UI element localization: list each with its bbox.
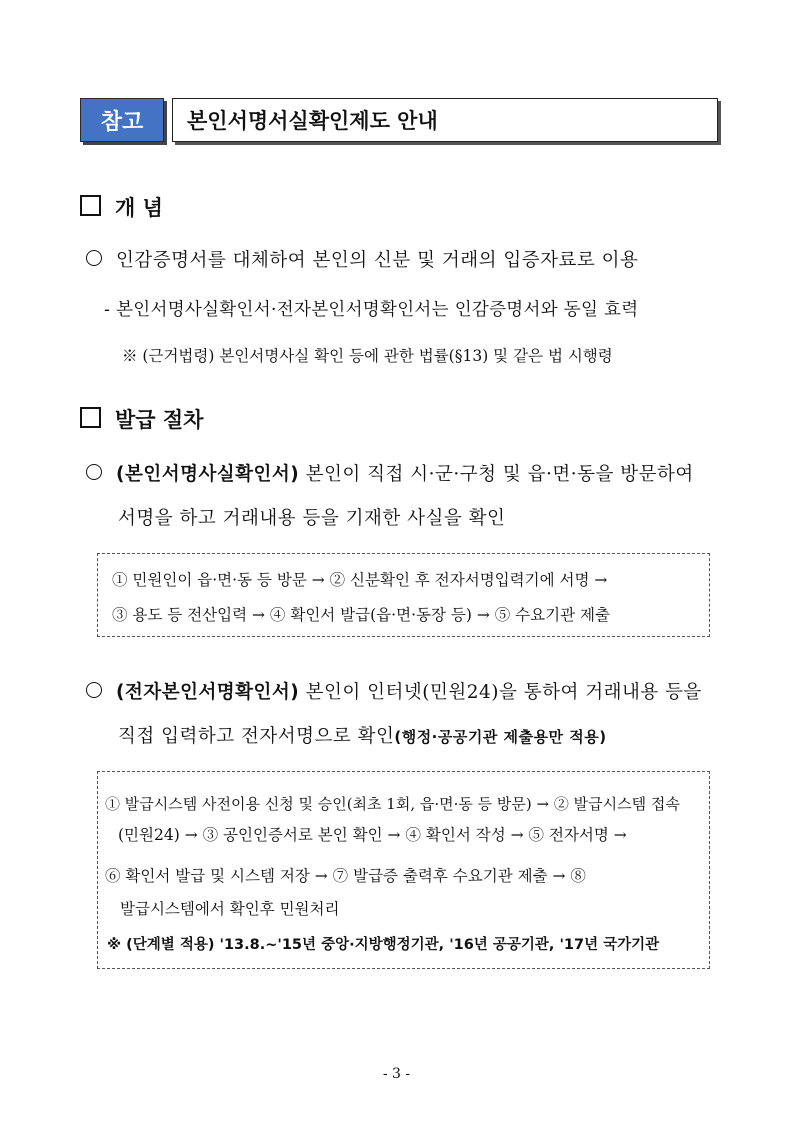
circle-bullet-icon bbox=[86, 464, 102, 480]
concept-sub: - 본인서명사실확인서·전자본인서명확인서는 인감증명서와 동일 효력 bbox=[104, 300, 639, 320]
procedure-item2 bbox=[86, 678, 702, 704]
page-title bbox=[172, 98, 718, 142]
item2-text2-small: (행정·공공기관 제출용만 적용) bbox=[394, 728, 607, 746]
page-title-text: 본인서명서실확인제도 안내 bbox=[187, 109, 438, 133]
concept-heading-text: 개 념 bbox=[115, 196, 163, 220]
circle-bullet-icon bbox=[86, 250, 102, 266]
concept-heading bbox=[80, 192, 163, 222]
item1-label: (본인서명사실확인서) bbox=[116, 464, 300, 485]
item1-box-line1: ① 민원인이 읍·면·동 등 방문 → ② 신분확인 후 전자서명입력기에 서명 → bbox=[112, 571, 608, 589]
concept-bullet bbox=[86, 246, 638, 272]
procedure-heading-text: 발급 절차 bbox=[115, 408, 204, 432]
procedure-heading bbox=[80, 404, 203, 434]
item1-text2: 서명을 하고 거래내용 등을 기재한 사실을 확인 bbox=[118, 508, 506, 529]
item2-text2-line bbox=[118, 722, 607, 748]
item1-box-line2: ③ 용도 등 전산입력 → ④ 확인서 발급(읍·면·동장 등) → ⑤ 수요기관 제출 bbox=[112, 606, 610, 624]
item2-label: (전자본인서명확인서) bbox=[116, 682, 300, 703]
procedure-item1 bbox=[86, 460, 694, 486]
item2-box-line3: ⑥ 확인서 발급 및 시스템 저장 → ⑦ 발급증 출력후 수요기관 제출 → ⑧ bbox=[105, 867, 586, 885]
item2-box-line1: ① 발급시스템 사전이용 신청 및 승인(최초 1회, 읍·면·동 등 방문) → ② 발급시스템 접속 bbox=[105, 795, 680, 813]
checkbox-square-icon bbox=[80, 195, 101, 216]
item2-box-note: ※ (단계별 적용) '13.8.~'15년 중앙·지방행정기관, '16년 공공기관, '17년 국가기관 bbox=[107, 937, 660, 953]
item2-text1: 본인이 인터넷(민원24)을 통하여 거래내용 등을 bbox=[299, 682, 702, 703]
item1-text1: 본인이 직접 시·군·구청 및 읍·면·동을 방문하여 bbox=[299, 464, 694, 485]
concept-note: ※ (근거법령) 본인서명사실 확인 등에 관한 법률(§13) 및 같은 법 시행령 bbox=[122, 347, 613, 365]
item2-box-line2: (민원24) → ③ 공인인증서로 본인 확인 → ④ 확인서 작성 → ⑤ 전자서명 → bbox=[118, 826, 627, 844]
item2-text2: 직접 입력하고 전자서명으로 확인 bbox=[118, 726, 395, 747]
checkbox-square-icon bbox=[80, 407, 101, 428]
circle-bullet-icon bbox=[86, 682, 102, 698]
page-number: - 3 - bbox=[382, 1066, 411, 1082]
reference-tag: 참고 bbox=[80, 98, 164, 142]
concept-bullet-text: 인감증명서를 대체하여 본인의 신분 및 거래의 입증자료로 이용 bbox=[116, 250, 639, 271]
item2-box-line4: 발급시스템에서 확인후 민원처리 bbox=[120, 900, 340, 918]
